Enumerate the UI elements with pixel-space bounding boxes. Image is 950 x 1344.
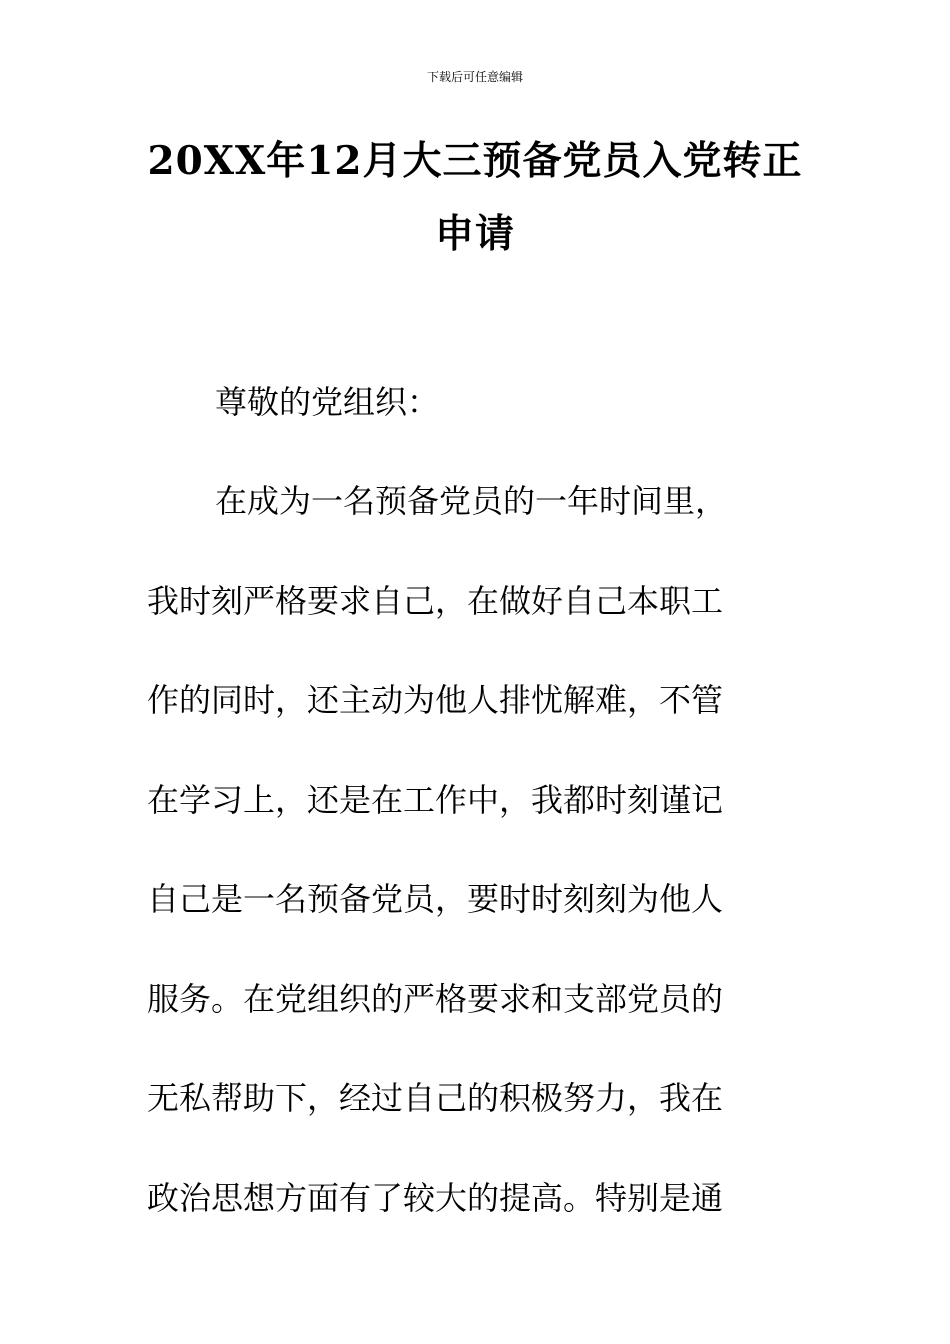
- body-line: 我时刻严格要求自己，在做好自己本职工: [147, 582, 724, 620]
- body-line: 服务。在党组织的严格要求和支部党员的: [147, 980, 724, 1018]
- body-line: 作的同时，还主动为他人排忧解难，不管: [147, 681, 724, 719]
- body-line: 自己是一名预备党员，要时时刻刻为他人: [147, 880, 724, 918]
- body-line: 政治思想方面有了较大的提高。特别是通: [147, 1179, 724, 1217]
- document-title-line-2: 申请: [434, 211, 515, 257]
- body-line: 在成为一名预备党员的一年时间里，: [215, 482, 728, 520]
- document-title-line-1: 20XX年12月大三预备党员入党转正: [147, 138, 803, 184]
- salutation: 尊敬的党组织：: [215, 383, 440, 421]
- body-line: 无私帮助下，经过自己的积极努力，我在: [147, 1079, 724, 1117]
- body-line: 在学习上，还是在工作中，我都时刻谨记: [147, 781, 724, 819]
- header-note: 下载后可任意编辑: [426, 70, 523, 84]
